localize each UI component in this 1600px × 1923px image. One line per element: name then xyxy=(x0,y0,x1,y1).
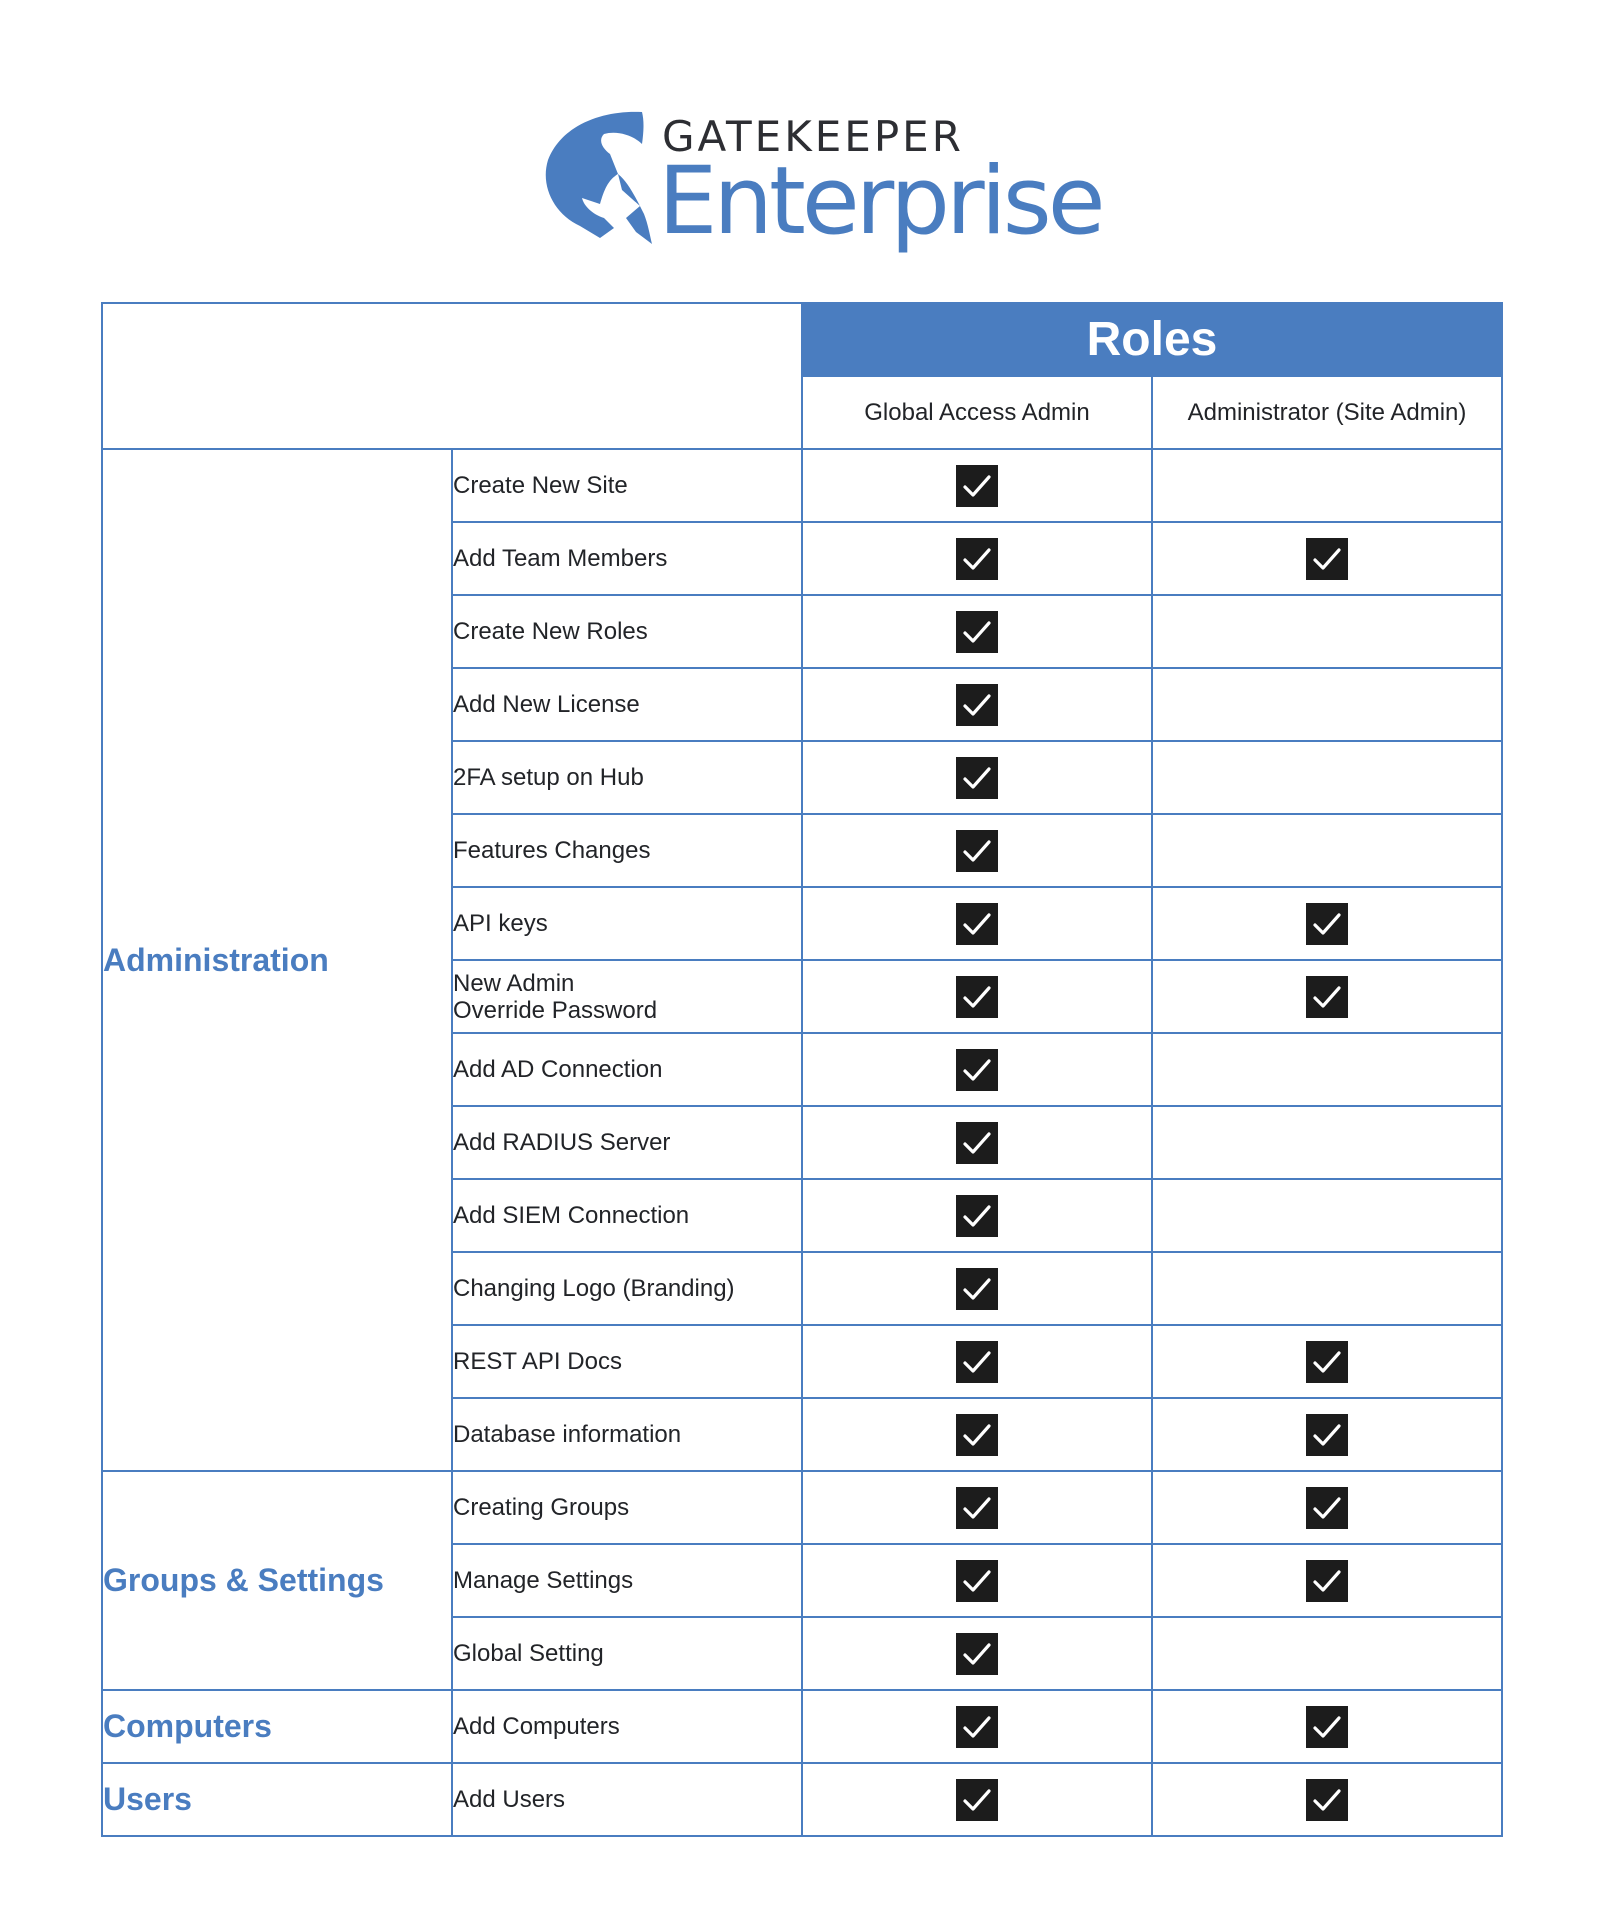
category-label: Computers xyxy=(102,1690,452,1763)
global-access-admin-cell xyxy=(802,1617,1152,1690)
roles-permission-matrix xyxy=(101,302,1503,1837)
permission-label: Creating Groups xyxy=(452,1471,802,1544)
checkbox-checked-icon xyxy=(956,611,998,653)
site-admin-cell xyxy=(1152,1106,1502,1179)
permission-label: Manage Settings xyxy=(452,1544,802,1617)
site-admin-cell xyxy=(1152,814,1502,887)
permission-label: REST API Docs xyxy=(452,1325,802,1398)
checkbox-checked-icon xyxy=(956,1268,998,1310)
permission-label: Create New Roles xyxy=(452,595,802,668)
permission-label: 2FA setup on Hub xyxy=(452,741,802,814)
permission-label: Add Users xyxy=(452,1763,802,1836)
global-access-admin-cell xyxy=(802,741,1152,814)
checkbox-checked-icon xyxy=(1306,538,1348,580)
permission-label: Global Setting xyxy=(452,1617,802,1690)
site-admin-cell xyxy=(1152,595,1502,668)
checkbox-checked-icon xyxy=(956,1706,998,1748)
global-access-admin-cell xyxy=(802,595,1152,668)
site-admin-cell xyxy=(1152,668,1502,741)
global-access-admin-cell xyxy=(802,668,1152,741)
checkbox-checked-icon xyxy=(1306,1706,1348,1748)
global-access-admin-cell xyxy=(802,1179,1152,1252)
spartan-helmet-icon xyxy=(544,110,654,245)
checkbox-checked-icon xyxy=(1306,903,1348,945)
global-access-admin-cell xyxy=(802,1471,1152,1544)
global-access-admin-cell xyxy=(802,814,1152,887)
permission-label: API keys xyxy=(452,887,802,960)
site-admin-cell xyxy=(1152,1325,1502,1398)
permission-label: Add SIEM Connection xyxy=(452,1179,802,1252)
global-access-admin-cell xyxy=(802,887,1152,960)
site-admin-cell xyxy=(1152,1252,1502,1325)
checkbox-checked-icon xyxy=(956,1341,998,1383)
permission-label: Database information xyxy=(452,1398,802,1471)
site-admin-cell xyxy=(1152,887,1502,960)
permission-label: Add RADIUS Server xyxy=(452,1106,802,1179)
checkbox-checked-icon xyxy=(956,538,998,580)
brand-name-enterprise: Enterprise xyxy=(658,147,1102,256)
site-admin-cell xyxy=(1152,522,1502,595)
global-access-admin-cell xyxy=(802,1325,1152,1398)
site-admin-cell xyxy=(1152,1471,1502,1544)
site-admin-cell xyxy=(1152,1690,1502,1763)
site-admin-cell xyxy=(1152,1544,1502,1617)
category-label: Users xyxy=(102,1763,452,1836)
checkbox-checked-icon xyxy=(956,1122,998,1164)
global-access-admin-cell xyxy=(802,449,1152,522)
permission-label: Changing Logo (Branding) xyxy=(452,1252,802,1325)
gatekeeper-logo xyxy=(544,110,1102,256)
checkbox-checked-icon xyxy=(956,684,998,726)
site-admin-cell xyxy=(1152,960,1502,1033)
global-access-admin-cell xyxy=(802,1544,1152,1617)
site-admin-cell xyxy=(1152,1763,1502,1836)
brand-name-gatekeeper: GATEKEEPER xyxy=(662,112,964,161)
checkbox-checked-icon xyxy=(956,903,998,945)
checkbox-checked-icon xyxy=(956,830,998,872)
permission-label: New Admin Override Password xyxy=(452,960,802,1033)
global-access-admin-cell xyxy=(802,1252,1152,1325)
checkbox-checked-icon xyxy=(1306,976,1348,1018)
checkbox-checked-icon xyxy=(956,1195,998,1237)
checkbox-checked-icon xyxy=(956,1049,998,1091)
role-column-site-admin: Administrator (Site Admin) xyxy=(1152,376,1502,449)
global-access-admin-cell xyxy=(802,1106,1152,1179)
permission-label: Add Team Members xyxy=(452,522,802,595)
checkbox-checked-icon xyxy=(1306,1341,1348,1383)
global-access-admin-cell xyxy=(802,1398,1152,1471)
site-admin-cell xyxy=(1152,1398,1502,1471)
global-access-admin-cell xyxy=(802,1763,1152,1836)
category-label: Groups & Settings xyxy=(102,1471,452,1690)
checkbox-checked-icon xyxy=(956,465,998,507)
checkbox-checked-icon xyxy=(956,976,998,1018)
global-access-admin-cell xyxy=(802,1033,1152,1106)
checkbox-checked-icon xyxy=(1306,1779,1348,1821)
table-row xyxy=(102,1690,1502,1763)
checkbox-checked-icon xyxy=(1306,1487,1348,1529)
site-admin-cell xyxy=(1152,1033,1502,1106)
checkbox-checked-icon xyxy=(1306,1560,1348,1602)
checkbox-checked-icon xyxy=(956,1560,998,1602)
checkbox-checked-icon xyxy=(956,1779,998,1821)
global-access-admin-cell xyxy=(802,960,1152,1033)
checkbox-checked-icon xyxy=(956,1633,998,1675)
table-row xyxy=(102,449,1502,522)
site-admin-cell xyxy=(1152,741,1502,814)
site-admin-cell xyxy=(1152,449,1502,522)
permission-label: Add New License xyxy=(452,668,802,741)
role-column-global-access-admin: Global Access Admin xyxy=(802,376,1152,449)
global-access-admin-cell xyxy=(802,522,1152,595)
category-label: Administration xyxy=(102,449,452,1471)
site-admin-cell xyxy=(1152,1617,1502,1690)
permission-label: Create New Site xyxy=(452,449,802,522)
table-row xyxy=(102,1763,1502,1836)
checkbox-checked-icon xyxy=(956,1414,998,1456)
permission-label: Features Changes xyxy=(452,814,802,887)
table-row xyxy=(102,1471,1502,1544)
site-admin-cell xyxy=(1152,1179,1502,1252)
checkbox-checked-icon xyxy=(1306,1414,1348,1456)
permission-label: Add Computers xyxy=(452,1690,802,1763)
table-corner-blank xyxy=(102,303,802,449)
checkbox-checked-icon xyxy=(956,757,998,799)
roles-header: Roles xyxy=(802,303,1502,376)
checkbox-checked-icon xyxy=(956,1487,998,1529)
global-access-admin-cell xyxy=(802,1690,1152,1763)
permission-label: Add AD Connection xyxy=(452,1033,802,1106)
